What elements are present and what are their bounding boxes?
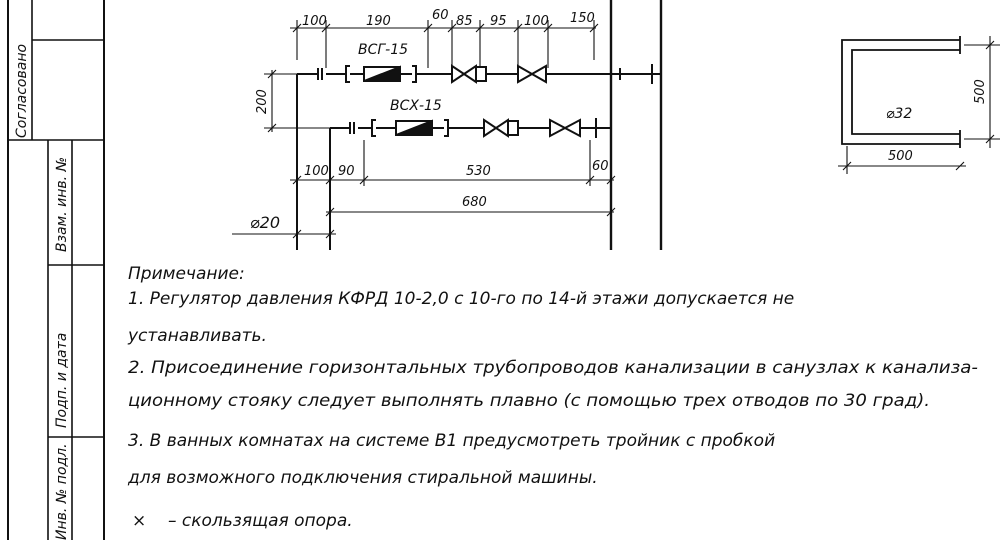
pipe-diameter-label: ⌀20 — [250, 213, 280, 232]
loop-height-dim: 500 — [973, 79, 988, 104]
note-2-line-1: 2. Присоединение горизонтальных трубопроводов канализации в санузлах к канализа- — [128, 358, 978, 378]
dim-lower-0: 100 — [304, 164, 329, 179]
loop-dimension-lines — [838, 36, 1000, 174]
dim-upper-0: 100 — [302, 14, 327, 29]
dim-upper-1: 190 — [366, 14, 391, 29]
note-2-line-2: ционному стояку следует выполнять плавно (с помощью трех отводов по 30 град). — [128, 391, 930, 411]
dim-lower-2: 530 — [466, 164, 491, 179]
meter-hot-label: ВСГ-15 — [358, 42, 409, 58]
cold-water-pipeline — [330, 118, 611, 250]
note-1-line-1: 1. Регулятор давления КФРД 10-2,0 с 10-го по 14-й этажи допускается не — [128, 289, 795, 309]
dim-upper-5: 100 — [524, 14, 549, 29]
note-3-line-1: 3. В ванных комнатах на системе В1 предусмотреть тройник с пробкой — [128, 431, 776, 451]
stamp-replaced-inv: Взам. инв. № — [54, 156, 70, 252]
compensation-loop — [842, 36, 960, 148]
meter-cold-label: ВСХ-15 — [390, 98, 442, 114]
note-3-line-2: для возможного подключения стиральной машины. — [128, 468, 598, 488]
lower-dimension-lines — [232, 140, 615, 238]
stamp-inv-orig: Инв. № подл. — [54, 443, 70, 540]
legend-text: – скользящая опора. — [168, 511, 353, 531]
stamp-sign-date: Подп. и дата — [54, 332, 70, 428]
loop-diameter-label: ⌀32 — [886, 106, 913, 122]
dim-total: 680 — [462, 195, 487, 210]
dim-left-200: 200 — [255, 89, 270, 114]
legend-symbol: × — [132, 511, 147, 531]
dim-lower-3: 60 — [592, 159, 609, 174]
dim-lower-1: 90 — [338, 164, 355, 179]
dim-upper-2: 60 — [432, 8, 449, 23]
risers — [611, 0, 661, 250]
note-1-line-2: устанавливать. — [128, 326, 267, 346]
loop-width-dim: 500 — [888, 149, 913, 164]
dim-upper-3: 85 — [456, 14, 473, 29]
notes-heading: Примечание: — [128, 264, 245, 284]
hot-water-pipeline — [297, 64, 661, 250]
dim-upper-4: 95 — [490, 14, 507, 29]
dim-upper-6: 150 — [570, 11, 595, 26]
stamp-approved: Согласовано — [14, 43, 30, 138]
upper-dimension-lines — [290, 20, 598, 68]
